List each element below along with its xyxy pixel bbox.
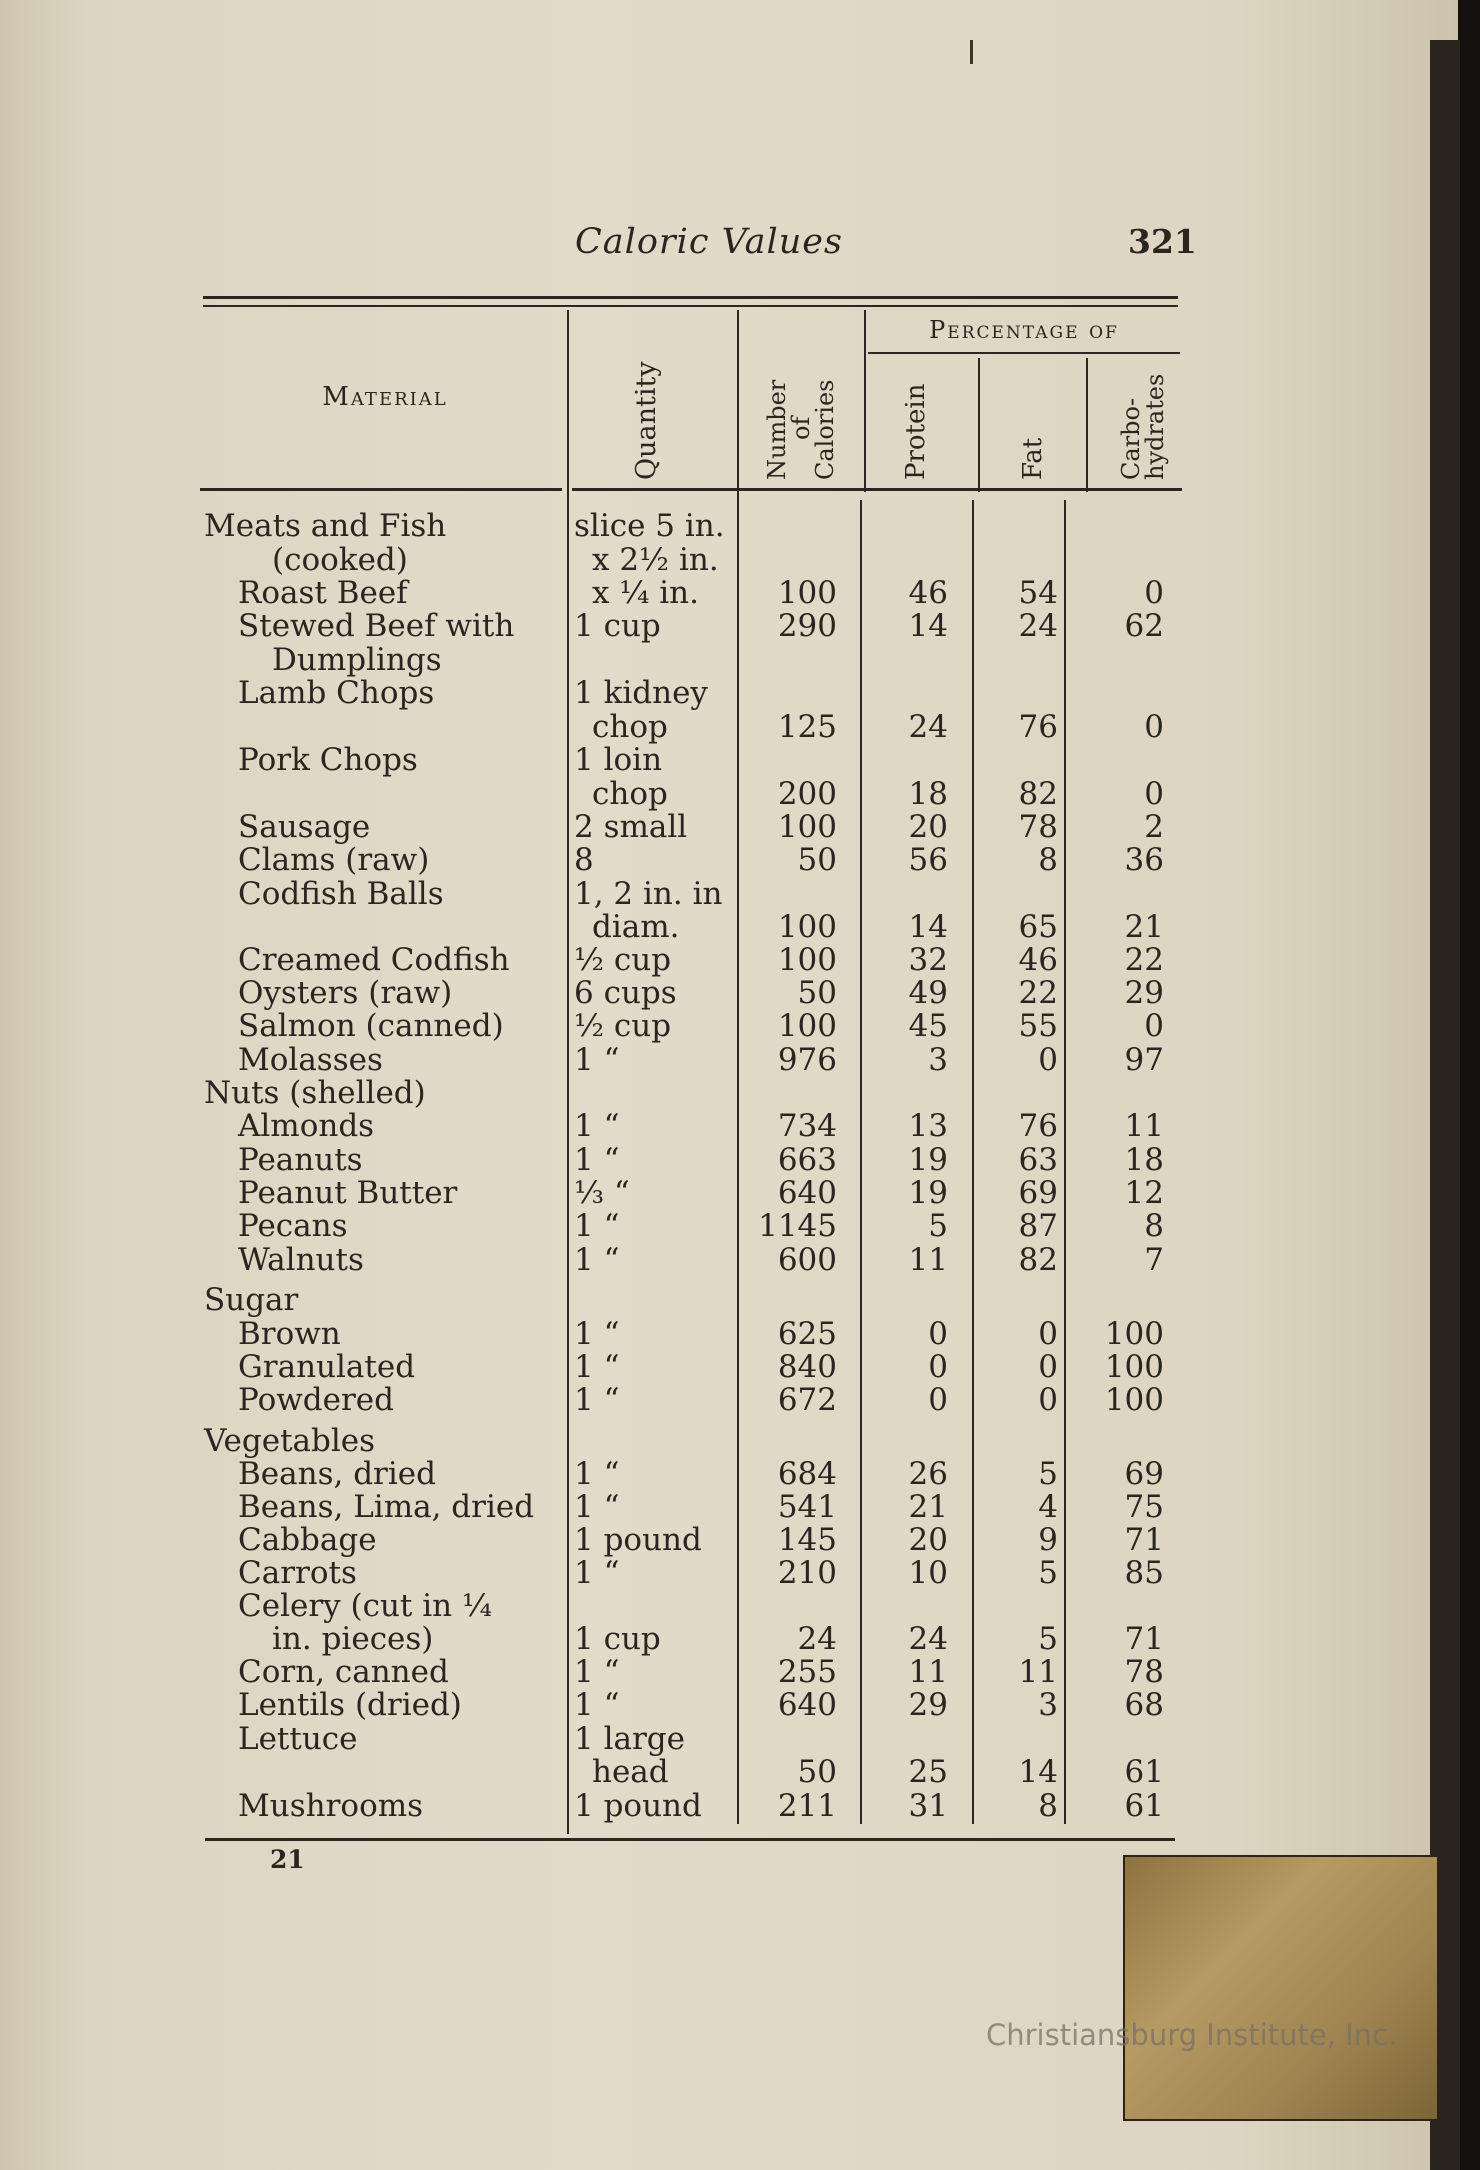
material-cell: (cooked) xyxy=(272,542,408,578)
quantity-cell: head xyxy=(592,1754,669,1790)
page-edge xyxy=(1430,40,1460,2170)
protein-cell: 19 xyxy=(908,1175,948,1211)
carbs-cell: 62 xyxy=(1124,608,1164,644)
material-cell: Almonds xyxy=(238,1108,375,1144)
carbs-cell: 21 xyxy=(1124,909,1164,945)
signature-mark: 21 xyxy=(270,1845,305,1874)
calories-cell: 100 xyxy=(777,909,837,945)
material-cell: Celery (cut in ¼ xyxy=(238,1588,493,1624)
carbs-cell: 85 xyxy=(1124,1555,1164,1591)
quantity-cell: ½ cup xyxy=(574,942,672,978)
calories-cell: 1145 xyxy=(758,1208,837,1244)
carbs-cell: 29 xyxy=(1124,975,1164,1011)
material-cell: Pork Chops xyxy=(238,742,418,778)
protein-cell: 45 xyxy=(908,1008,948,1044)
quantity-cell: 1 “ xyxy=(574,1349,620,1385)
quantity-cell: 1 cup xyxy=(574,608,661,644)
header-quantity: Quantity xyxy=(631,361,662,480)
fat-cell: 87 xyxy=(1018,1208,1058,1244)
print-mark xyxy=(970,40,973,64)
quantity-cell: 1 “ xyxy=(574,1208,620,1244)
material-cell: Creamed Codfish xyxy=(238,942,510,978)
carbs-cell: 8 xyxy=(1144,1208,1164,1244)
bottom-rule xyxy=(205,1838,1175,1841)
carbs-cell: 36 xyxy=(1124,842,1164,878)
material-cell: Vegetables xyxy=(204,1423,376,1459)
bookmark-tab xyxy=(1123,1855,1439,2121)
material-cell: Dumplings xyxy=(272,642,442,678)
fat-cell: 46 xyxy=(1018,942,1058,978)
quantity-cell: 1 pound xyxy=(574,1522,702,1558)
quantity-cell: 1 kidney xyxy=(574,675,708,711)
quantity-cell: x ¼ in. xyxy=(592,575,699,611)
quantity-cell: chop xyxy=(592,709,668,745)
fat-cell: 82 xyxy=(1018,776,1058,812)
protein-cell: 20 xyxy=(908,1522,948,1558)
carbs-cell: 68 xyxy=(1124,1687,1164,1723)
material-cell: Oysters (raw) xyxy=(238,975,453,1011)
calories-cell: 541 xyxy=(777,1489,837,1525)
material-cell: Molasses xyxy=(238,1042,383,1078)
carbs-cell: 2 xyxy=(1144,809,1164,845)
header-calories-1: Number xyxy=(763,379,791,480)
protein-cell: 31 xyxy=(908,1788,948,1824)
quantity-cell: slice 5 in. xyxy=(574,508,725,544)
carbs-cell: 100 xyxy=(1104,1349,1164,1385)
fat-cell: 11 xyxy=(1018,1654,1058,1690)
header-rule-data xyxy=(572,488,1182,491)
fat-cell: 24 xyxy=(1018,608,1058,644)
vline-fat-body xyxy=(972,500,974,1824)
protein-cell: 5 xyxy=(928,1208,948,1244)
carbs-cell: 18 xyxy=(1124,1142,1164,1178)
calories-cell: 100 xyxy=(777,1008,837,1044)
carbs-cell: 0 xyxy=(1144,575,1164,611)
quantity-cell: 1 “ xyxy=(574,1489,620,1525)
carbs-cell: 61 xyxy=(1124,1788,1164,1824)
material-cell: Pecans xyxy=(238,1208,348,1244)
material-cell: Beans, dried xyxy=(238,1456,436,1492)
calories-cell: 684 xyxy=(777,1456,837,1492)
material-cell: Sugar xyxy=(204,1282,299,1318)
percentage-rule xyxy=(868,352,1180,354)
quantity-cell: 1 “ xyxy=(574,1042,620,1078)
fat-cell: 5 xyxy=(1038,1621,1058,1657)
header-rule-material xyxy=(200,488,562,491)
material-cell: Sausage xyxy=(238,809,371,845)
material-cell: Powdered xyxy=(238,1382,394,1418)
carbs-cell: 22 xyxy=(1124,942,1164,978)
material-cell: Peanut Butter xyxy=(238,1175,458,1211)
fat-cell: 5 xyxy=(1038,1555,1058,1591)
protein-cell: 0 xyxy=(928,1382,948,1418)
quantity-cell: diam. xyxy=(592,909,680,945)
material-cell: Roast Beef xyxy=(238,575,408,611)
material-cell: Lettuce xyxy=(238,1721,358,1757)
calories-cell: 734 xyxy=(777,1108,837,1144)
fat-cell: 65 xyxy=(1018,909,1058,945)
material-cell: Lamb Chops xyxy=(238,675,435,711)
fat-cell: 76 xyxy=(1018,1108,1058,1144)
material-cell: Codfish Balls xyxy=(238,876,444,912)
protein-cell: 14 xyxy=(908,608,948,644)
fat-cell: 14 xyxy=(1018,1754,1058,1790)
fat-cell: 4 xyxy=(1038,1489,1058,1525)
fat-cell: 3 xyxy=(1038,1687,1058,1723)
quantity-cell: ⅓ “ xyxy=(574,1175,630,1211)
calories-cell: 663 xyxy=(777,1142,837,1178)
carbs-cell: 7 xyxy=(1144,1242,1164,1278)
header-carbs-2: hydrates xyxy=(1141,373,1169,480)
fat-cell: 82 xyxy=(1018,1242,1058,1278)
vline-calories xyxy=(737,310,739,1824)
fat-cell: 63 xyxy=(1018,1142,1058,1178)
material-cell: Meats and Fish xyxy=(204,508,447,544)
quantity-cell: 1 “ xyxy=(574,1654,620,1690)
material-cell: Corn, canned xyxy=(238,1654,449,1690)
vline-carbs xyxy=(1086,358,1088,492)
protein-cell: 24 xyxy=(908,1621,948,1657)
protein-cell: 26 xyxy=(908,1456,948,1492)
carbs-cell: 12 xyxy=(1124,1175,1164,1211)
calories-cell: 290 xyxy=(777,608,837,644)
protein-cell: 13 xyxy=(908,1108,948,1144)
calories-cell: 840 xyxy=(777,1349,837,1385)
watermark: Christiansburg Institute, Inc. xyxy=(986,2018,1398,2052)
page-number: 321 xyxy=(1128,222,1197,261)
calories-cell: 625 xyxy=(777,1316,837,1352)
protein-cell: 24 xyxy=(908,709,948,745)
material-cell: Carrots xyxy=(238,1555,357,1591)
fat-cell: 0 xyxy=(1038,1382,1058,1418)
fat-cell: 54 xyxy=(1018,575,1058,611)
calories-cell: 976 xyxy=(777,1042,837,1078)
protein-cell: 46 xyxy=(908,575,948,611)
material-cell: Salmon (canned) xyxy=(238,1008,504,1044)
vline-protein-body xyxy=(860,500,862,1824)
quantity-cell: 1 “ xyxy=(574,1108,620,1144)
carbs-cell: 71 xyxy=(1124,1621,1164,1657)
carbs-cell: 61 xyxy=(1124,1754,1164,1790)
protein-cell: 21 xyxy=(908,1489,948,1525)
protein-cell: 11 xyxy=(908,1242,948,1278)
material-cell: Nuts (shelled) xyxy=(204,1075,426,1111)
protein-cell: 49 xyxy=(908,975,948,1011)
quantity-cell: x 2½ in. xyxy=(592,542,719,578)
vline-fat xyxy=(978,358,980,492)
material-cell: Beans, Lima, dried xyxy=(238,1489,535,1525)
quantity-cell: 1 cup xyxy=(574,1621,661,1657)
protein-cell: 10 xyxy=(908,1555,948,1591)
protein-cell: 29 xyxy=(908,1687,948,1723)
top-rule xyxy=(203,296,1178,299)
calories-cell: 24 xyxy=(797,1621,837,1657)
quantity-cell: 1 “ xyxy=(574,1555,620,1591)
carbs-cell: 69 xyxy=(1124,1456,1164,1492)
header-calories-2: of xyxy=(787,416,815,440)
calories-cell: 100 xyxy=(777,942,837,978)
calories-cell: 125 xyxy=(777,709,837,745)
fat-cell: 22 xyxy=(1018,975,1058,1011)
vline-protein xyxy=(864,310,866,492)
carbs-cell: 78 xyxy=(1124,1654,1164,1690)
quantity-cell: 1 “ xyxy=(574,1382,620,1418)
calories-cell: 672 xyxy=(777,1382,837,1418)
material-cell: Brown xyxy=(238,1316,341,1352)
calories-cell: 50 xyxy=(797,842,837,878)
protein-cell: 0 xyxy=(928,1349,948,1385)
protein-cell: 0 xyxy=(928,1316,948,1352)
protein-cell: 20 xyxy=(908,809,948,845)
material-cell: Stewed Beef with xyxy=(238,608,515,644)
protein-cell: 56 xyxy=(908,842,948,878)
calories-cell: 100 xyxy=(777,575,837,611)
material-cell: Mushrooms xyxy=(238,1788,424,1824)
material-cell: in. pieces) xyxy=(272,1621,434,1657)
quantity-cell: 1 “ xyxy=(574,1242,620,1278)
header-carbs-1: Carbo- xyxy=(1117,397,1145,480)
quantity-cell: 1 “ xyxy=(574,1316,620,1352)
fat-cell: 8 xyxy=(1038,1788,1058,1824)
fat-cell: 76 xyxy=(1018,709,1058,745)
carbs-cell: 0 xyxy=(1144,1008,1164,1044)
material-cell: Peanuts xyxy=(238,1142,363,1178)
material-cell: Cabbage xyxy=(238,1522,377,1558)
carbs-cell: 75 xyxy=(1124,1489,1164,1525)
calories-cell: 255 xyxy=(777,1654,837,1690)
protein-cell: 3 xyxy=(928,1042,948,1078)
vline-quantity xyxy=(567,310,569,1834)
header-protein: Protein xyxy=(901,383,931,480)
quantity-cell: 1 large xyxy=(574,1721,685,1757)
calories-cell: 600 xyxy=(777,1242,837,1278)
top-rule-2 xyxy=(203,305,1178,307)
calories-cell: 640 xyxy=(777,1687,837,1723)
protein-cell: 11 xyxy=(908,1654,948,1690)
carbs-cell: 11 xyxy=(1124,1108,1164,1144)
protein-cell: 25 xyxy=(908,1754,948,1790)
fat-cell: 0 xyxy=(1038,1042,1058,1078)
protein-cell: 32 xyxy=(908,942,948,978)
header-material: Material xyxy=(322,382,448,412)
header-fat: Fat xyxy=(1018,437,1048,480)
material-cell: Walnuts xyxy=(238,1242,364,1278)
material-cell: Granulated xyxy=(238,1349,416,1385)
calories-cell: 210 xyxy=(777,1555,837,1591)
quantity-cell: 1 pound xyxy=(574,1788,702,1824)
header-percentage-of: Percentage of xyxy=(929,316,1119,344)
calories-cell: 50 xyxy=(797,975,837,1011)
carbs-cell: 100 xyxy=(1104,1382,1164,1418)
quantity-cell: ½ cup xyxy=(574,1008,672,1044)
fat-cell: 0 xyxy=(1038,1316,1058,1352)
header-calories-3: Calories xyxy=(811,379,839,480)
carbs-cell: 71 xyxy=(1124,1522,1164,1558)
calories-cell: 640 xyxy=(777,1175,837,1211)
quantity-cell: 1 “ xyxy=(574,1142,620,1178)
quantity-cell: 1 loin xyxy=(574,742,663,778)
protein-cell: 19 xyxy=(908,1142,948,1178)
calories-cell: 211 xyxy=(777,1788,837,1824)
quantity-cell: 1, 2 in. in xyxy=(574,876,723,912)
protein-cell: 14 xyxy=(908,909,948,945)
quantity-cell: 1 “ xyxy=(574,1456,620,1492)
fat-cell: 55 xyxy=(1018,1008,1058,1044)
calories-cell: 145 xyxy=(777,1522,837,1558)
fat-cell: 69 xyxy=(1018,1175,1058,1211)
carbs-cell: 100 xyxy=(1104,1316,1164,1352)
fat-cell: 8 xyxy=(1038,842,1058,878)
carbs-cell: 0 xyxy=(1144,709,1164,745)
material-cell: Clams (raw) xyxy=(238,842,430,878)
material-cell: Lentils (dried) xyxy=(238,1687,462,1723)
protein-cell: 18 xyxy=(908,776,948,812)
fat-cell: 5 xyxy=(1038,1456,1058,1492)
fat-cell: 0 xyxy=(1038,1349,1058,1385)
running-title: Caloric Values xyxy=(575,222,843,262)
quantity-cell: 2 small xyxy=(574,809,688,845)
carbs-cell: 97 xyxy=(1124,1042,1164,1078)
quantity-cell: 8 xyxy=(574,842,594,878)
quantity-cell: 1 “ xyxy=(574,1687,620,1723)
calories-cell: 200 xyxy=(777,776,837,812)
calories-cell: 50 xyxy=(797,1754,837,1790)
carbs-cell: 0 xyxy=(1144,776,1164,812)
vline-carbs-body xyxy=(1064,500,1066,1824)
fat-cell: 9 xyxy=(1038,1522,1058,1558)
fat-cell: 78 xyxy=(1018,809,1058,845)
quantity-cell: 6 cups xyxy=(574,975,677,1011)
quantity-cell: chop xyxy=(592,776,668,812)
calories-cell: 100 xyxy=(777,809,837,845)
